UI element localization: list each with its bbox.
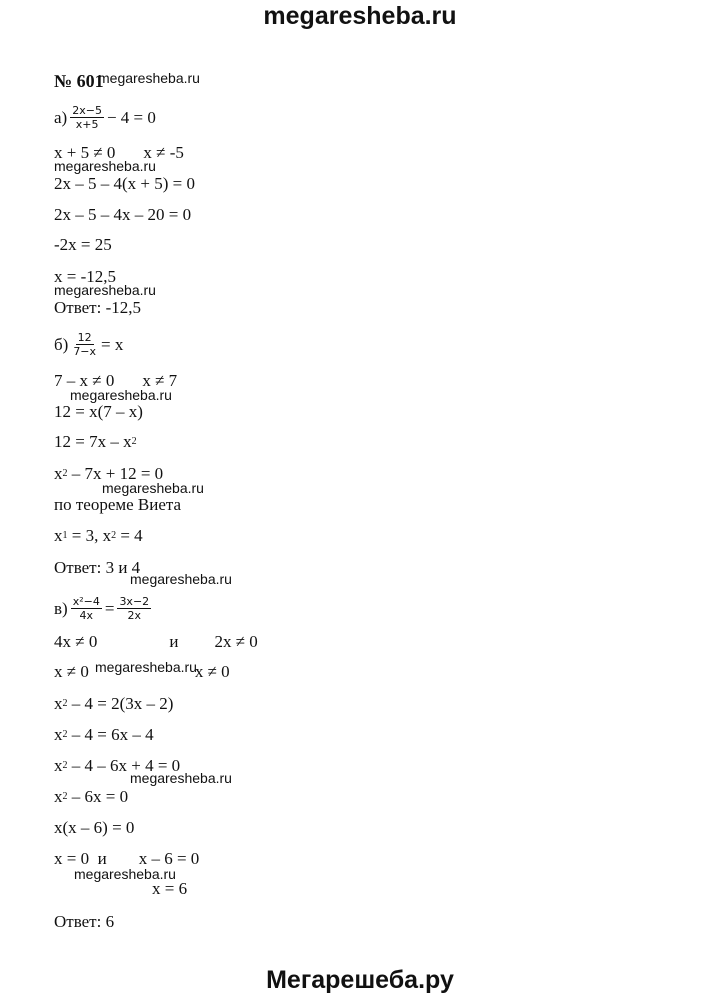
step-text: x – 6 = 0 xyxy=(138,849,200,868)
watermark: megaresheba.ru xyxy=(54,282,156,298)
solution-step: x 2 – 6x = 0 xyxy=(54,787,129,806)
fraction-numerator: 2x−5 xyxy=(72,104,102,117)
fraction-denominator: 4x xyxy=(79,609,94,622)
step-text: – 4 = 6x – 4 xyxy=(67,725,154,744)
step-text: x xyxy=(54,464,63,483)
step-text: x = 6 xyxy=(152,879,188,898)
fraction-denominator: 7−x xyxy=(73,345,97,358)
fraction-denominator: x+5 xyxy=(75,118,99,131)
step-text: x xyxy=(54,694,63,713)
solution-step: 12 = 7x – x 2 xyxy=(54,432,137,451)
solution-step xyxy=(54,175,195,192)
solution-step xyxy=(152,880,187,897)
condition-and: и xyxy=(169,632,179,651)
equals-sign: = xyxy=(104,599,115,618)
solution-step xyxy=(54,850,199,867)
watermark: megaresheba.ru xyxy=(102,480,204,496)
equation-rest: − 4 = 0 xyxy=(106,108,156,127)
step-text: – 4 = 2(3x – 2) xyxy=(67,694,174,713)
part-a-label: а) xyxy=(54,108,68,127)
fraction-denominator: 2x xyxy=(127,609,142,622)
step-text: x xyxy=(54,787,63,806)
step-text: – 4 – 6x + 4 = 0 xyxy=(67,756,181,775)
part-b-equation xyxy=(54,332,123,357)
solution-step: x 2 – 4 – 6x + 4 = 0 xyxy=(54,756,181,775)
condition-right: 2x ≠ 0 xyxy=(214,632,258,651)
part-c-condition xyxy=(54,633,258,650)
condition-left: 4x ≠ 0 xyxy=(54,632,98,651)
part-b-answer xyxy=(54,559,140,576)
site-footer: Мегарешеба.ру xyxy=(266,966,454,994)
condition-left: 7 – x ≠ 0 xyxy=(54,371,115,390)
solution-step xyxy=(54,236,112,253)
condition-left: x ≠ 0 xyxy=(54,662,89,681)
step-text: x xyxy=(54,526,63,545)
watermark: megaresheba.ru xyxy=(95,659,197,675)
step-text: – 7x + 12 = 0 xyxy=(67,464,164,483)
solution-step: x 1 = 3, x 2 = 4 xyxy=(54,526,143,545)
condition-right: x ≠ 7 xyxy=(142,371,178,390)
step-text: x = -12,5 xyxy=(54,267,116,286)
problem-number: № 601 xyxy=(54,71,104,91)
part-c-equation xyxy=(54,596,154,621)
answer-text: Ответ: 6 xyxy=(54,912,115,931)
watermark: megaresheba.ru xyxy=(130,571,232,587)
part-c-label: в) xyxy=(54,599,68,618)
fraction-numerator: 3x−2 xyxy=(119,595,150,608)
answer-text: Ответ: 3 и 4 xyxy=(54,558,141,577)
step-text: = 4 xyxy=(116,526,143,545)
answer-text: Ответ: -12,5 xyxy=(54,298,141,317)
fraction-numerator: 12 xyxy=(77,331,92,344)
part-c-fraction-left xyxy=(71,596,102,621)
condition-right: x ≠ 0 xyxy=(194,662,230,681)
fraction-numerator: x²−4 xyxy=(72,595,100,608)
watermark: megaresheba.ru xyxy=(70,387,172,403)
condition-right: x ≠ -5 xyxy=(143,143,184,162)
step-text: 12 = 7x – x xyxy=(54,432,132,451)
step-text: x = 0 и xyxy=(54,849,107,868)
part-a-equation xyxy=(54,105,156,130)
step-text: 2x – 5 – 4(x + 5) = 0 xyxy=(54,174,195,193)
vieta-note xyxy=(54,496,181,513)
solution-step: x 2 – 4 = 6x – 4 xyxy=(54,725,154,744)
part-b-label: б) xyxy=(54,335,69,354)
solution-step: x 2 – 7x + 12 = 0 xyxy=(54,464,164,483)
problem-number-line xyxy=(54,72,104,90)
solution-step xyxy=(54,403,143,420)
solution-step xyxy=(54,819,134,836)
watermark: megaresheba.ru xyxy=(130,770,232,786)
part-a-fraction xyxy=(70,105,104,130)
solution-step xyxy=(54,206,191,223)
step-text: -2x = 25 xyxy=(54,235,112,254)
step-text: x(x – 6) = 0 xyxy=(54,818,135,837)
part-c-fraction-right xyxy=(117,596,151,621)
step-text: 2x – 5 – 4x – 20 = 0 xyxy=(54,205,192,224)
step-text: x xyxy=(54,725,63,744)
step-text: – 6x = 0 xyxy=(67,787,129,806)
solution-step: x 2 – 4 = 2(3x – 2) xyxy=(54,694,174,713)
step-text: 12 = x(7 – x) xyxy=(54,402,143,421)
watermark: megaresheba.ru xyxy=(74,866,176,882)
watermark: megaresheba.ru xyxy=(98,70,200,86)
part-a-answer xyxy=(54,299,141,316)
step-text: = 3, x xyxy=(67,526,112,545)
equation-rest: = x xyxy=(101,335,124,354)
part-b-fraction xyxy=(71,332,98,357)
site-header: megaresheba.ru xyxy=(263,2,457,30)
part-c-answer xyxy=(54,913,114,930)
watermark: megaresheba.ru xyxy=(54,158,156,174)
condition-left: x + 5 ≠ 0 xyxy=(54,143,116,162)
step-text: x xyxy=(54,756,63,775)
step-text: по теореме Виета xyxy=(54,495,182,514)
